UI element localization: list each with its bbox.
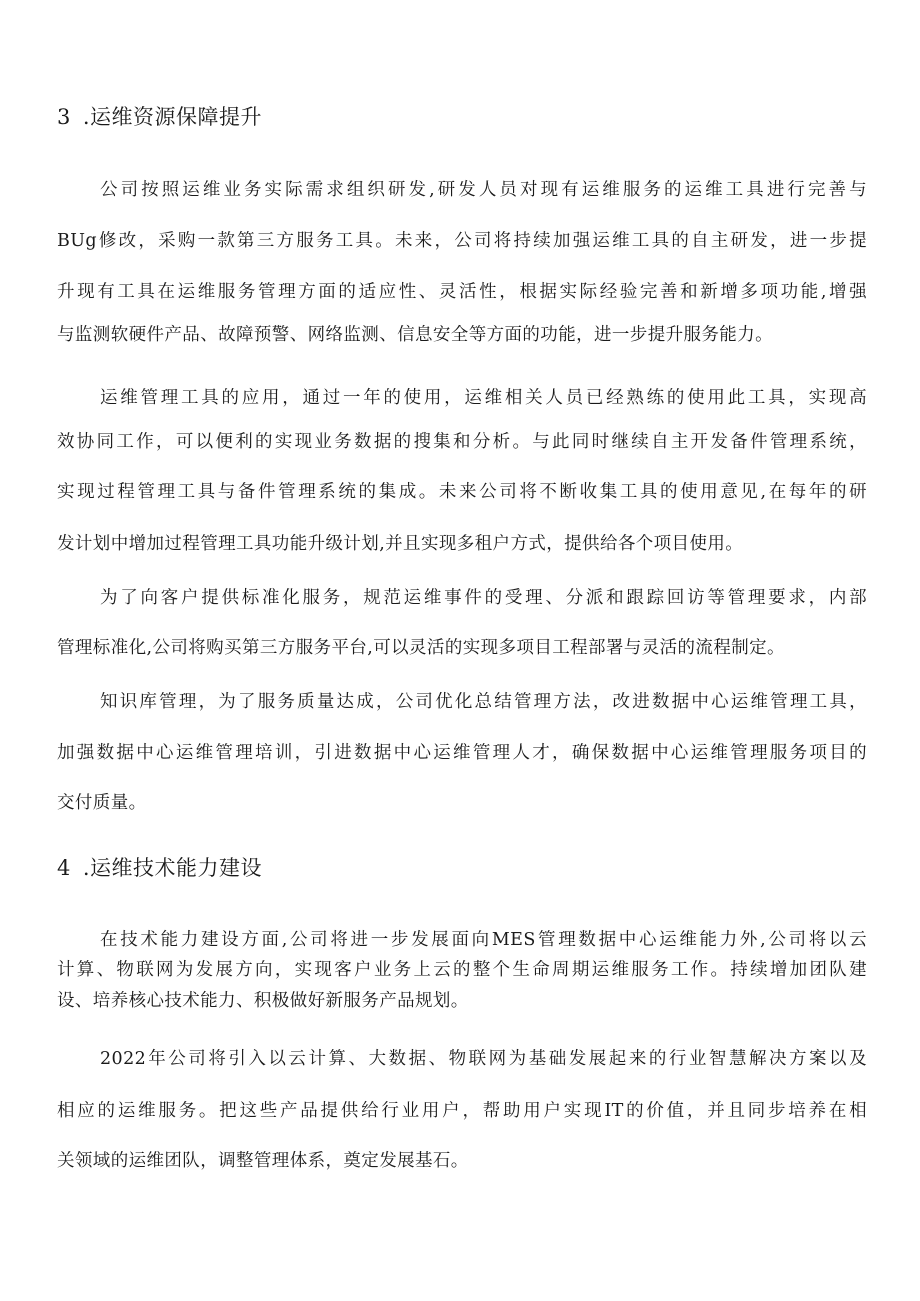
paragraph-line: 相应的运维服务。把这些产品提供给行业用户，帮助用户实现IT的价值，并且同步培养在相 [57, 1101, 867, 1121]
paragraph-line: 发计划中增加过程管理工具功能升级计划,并且实现多租户方式，提供给各个项目使用。 [57, 534, 744, 554]
paragraph-line: 效协同工作，可以便利的实现业务数据的搜集和分析。与此同时继续自主开发备件管理系统， [57, 432, 867, 452]
section-4-title: .运维技术能力建设 [82, 856, 263, 880]
paragraph-line: 加强数据中心运维管理培训，引进数据中心运维管理人才，确保数据中心运维管理服务项目的 [57, 743, 867, 763]
paragraph-line: 关领域的运维团队，调整管理体系，奠定发展基石。 [57, 1151, 469, 1171]
section-4-heading [57, 853, 262, 883]
paragraph-line: 在技术能力建设方面,公司将进一步发展面向MES管理数据中心运维能力外,公司将以云 [100, 930, 867, 950]
paragraph-line: 公司按照运维业务实际需求组织研发,研发人员对现有运维服务的运维工具进行完善与 [100, 180, 867, 200]
paragraph-line: 设、培养核心技术能力、积极做好新服务产品规划。 [57, 991, 469, 1011]
section-3-number: 3 [57, 105, 71, 129]
paragraph-line: 计算、物联网为发展方向，实现客户业务上云的整个生命周期运维服务工作。持续增加团队建 [57, 960, 867, 980]
section-4-number: 4 [57, 856, 71, 880]
paragraph-line: 管理标准化,公司将购买第三方服务平台,可以灵活的实现多项目工程部署与灵活的流程制定。 [57, 638, 785, 658]
paragraph-line: 2022年公司将引入以云计算、大数据、物联网为基础发展起来的行业智慧解决方案以及 [100, 1049, 867, 1069]
section-3-title: .运维资源保障提升 [82, 105, 263, 129]
paragraph-line: 交付质量。 [57, 793, 147, 813]
paragraph-line: 实现过程管理工具与备件管理系统的集成。未来公司将不断收集工具的使用意见,在每年的研 [57, 482, 867, 502]
paragraph-line: 运维管理工具的应用，通过一年的使用，运维相关人员已经熟练的使用此工具，实现高 [100, 388, 867, 408]
paragraph-line: BUg修改，采购一款第三方服务工具。未来，公司将持续加强运维工具的自主研发，进一步提 [57, 231, 867, 251]
paragraph-line: 为了向客户提供标准化服务，规范运维事件的受理、分派和跟踪回访等管理要求，内部 [100, 588, 867, 608]
paragraph-line: 升现有工具在运维服务管理方面的适应性、灵活性，根据实际经验完善和新增多项功能,增强 [57, 282, 867, 302]
paragraph-line: 与监测软硬件产品、故障预警、网络监测、信息安全等方面的功能，进一步提升服务能力。 [57, 325, 773, 345]
section-3-heading [57, 102, 262, 132]
paragraph-line: 知识库管理，为了服务质量达成，公司优化总结管理方法，改进数据中心运维管理工具， [100, 692, 867, 712]
